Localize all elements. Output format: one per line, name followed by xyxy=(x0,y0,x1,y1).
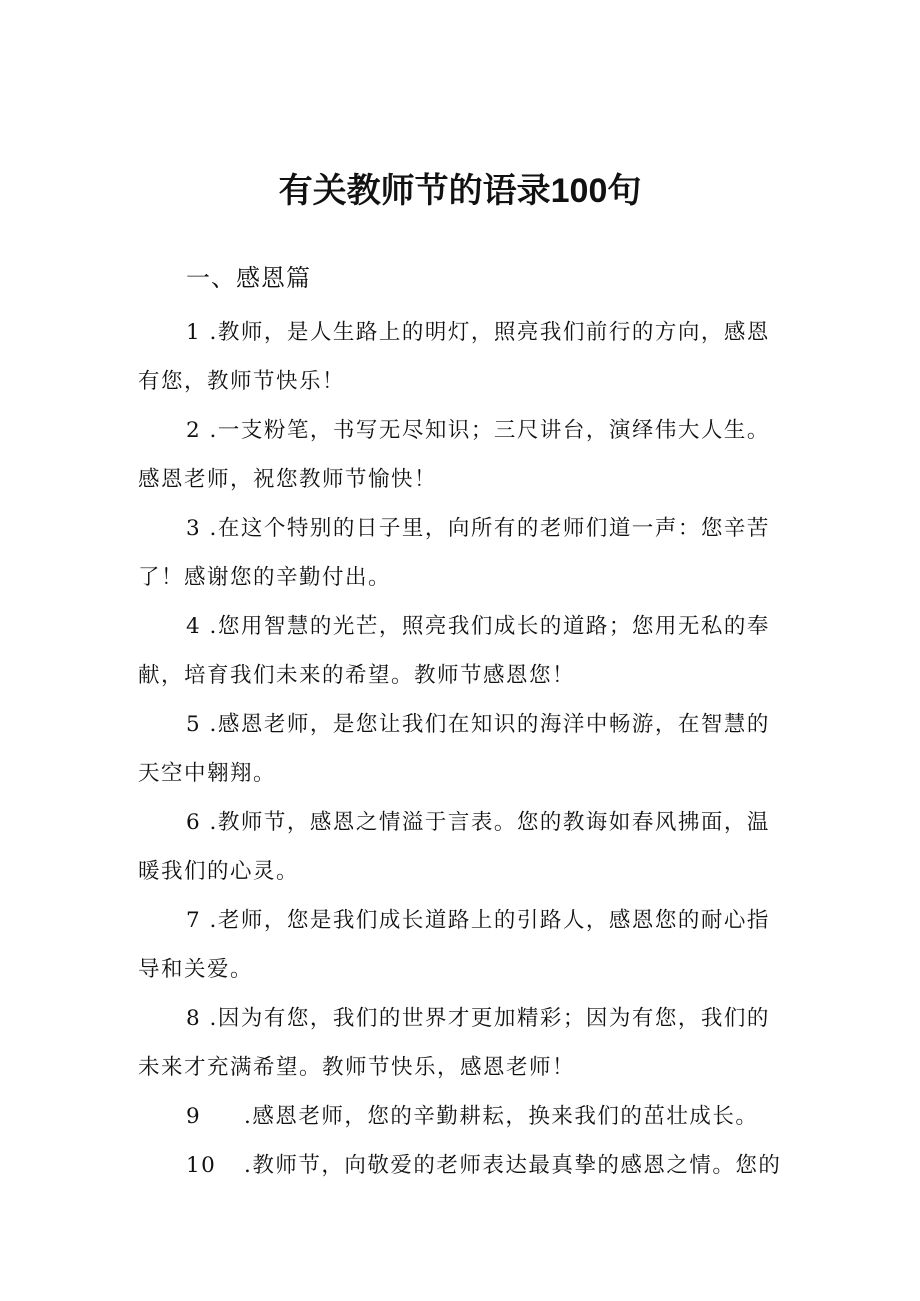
item-text-continued: 献，培育我们未来的希望。教师节感恩您！ xyxy=(138,663,576,688)
item-number: 9 xyxy=(186,1104,202,1129)
item-number: 5 xyxy=(186,712,202,737)
list-item xyxy=(138,1141,788,1190)
list-item xyxy=(138,602,788,700)
item-text-continued: 未来才充满希望。教师节快乐，感恩老师！ xyxy=(138,1055,576,1080)
item-number: 10 xyxy=(186,1153,217,1178)
list-item xyxy=(138,798,788,896)
list-item xyxy=(138,1092,788,1141)
item-text: .一支粉笔，书写无尽知识；三尺讲台，演绎伟大人生。 xyxy=(209,418,770,443)
item-text: .您用智慧的光芒，照亮我们成长的道路；您用无私的奉 xyxy=(209,614,770,639)
item-number: 4 xyxy=(186,614,202,639)
item-number: 7 xyxy=(186,908,202,933)
item-text-continued: 暖我们的心灵。 xyxy=(138,859,300,884)
item-text: .教师节，向敬爱的老师表达最真挚的感恩之情。您的 xyxy=(244,1153,782,1178)
list-item xyxy=(138,700,788,798)
list-item xyxy=(138,896,788,994)
list-item xyxy=(138,308,788,406)
item-text-continued: 感恩老师，祝您教师节愉快！ xyxy=(138,467,438,492)
item-text: .感恩老师，您的辛勤耕耘，换来我们的茁壮成长。 xyxy=(244,1104,759,1129)
item-text: .在这个特别的日子里，向所有的老师们道一声：您辛苦 xyxy=(209,516,770,541)
item-number: 3 xyxy=(186,516,202,541)
item-number: 6 xyxy=(186,810,202,835)
item-text-continued: 有您，教师节快乐！ xyxy=(138,369,346,394)
quote-list xyxy=(138,308,788,1190)
item-number: 8 xyxy=(186,1006,202,1031)
item-text: .教师，是人生路上的明灯，照亮我们前行的方向，感恩 xyxy=(209,320,770,345)
item-text: .老师，您是我们成长道路上的引路人，感恩您的耐心指 xyxy=(209,908,770,933)
document-title: 有关教师节的语录100句 xyxy=(278,172,642,210)
list-item xyxy=(138,504,788,602)
section-heading: 一、感恩篇 xyxy=(186,264,311,292)
item-text-continued: 导和关爱。 xyxy=(138,957,254,982)
item-text-continued: 天空中翱翔。 xyxy=(138,761,277,786)
item-text: .因为有您，我们的世界才更加精彩；因为有您，我们的 xyxy=(209,1006,770,1031)
list-item xyxy=(138,406,788,504)
item-number: 2 xyxy=(186,418,202,443)
list-item xyxy=(138,994,788,1092)
item-text: .教师节，感恩之情溢于言表。您的教诲如春风拂面，温 xyxy=(209,810,770,835)
item-text-continued: 了！感谢您的辛勤付出。 xyxy=(138,565,392,590)
item-number: 1 xyxy=(186,320,202,345)
item-text: .感恩老师，是您让我们在知识的海洋中畅游，在智慧的 xyxy=(209,712,770,737)
